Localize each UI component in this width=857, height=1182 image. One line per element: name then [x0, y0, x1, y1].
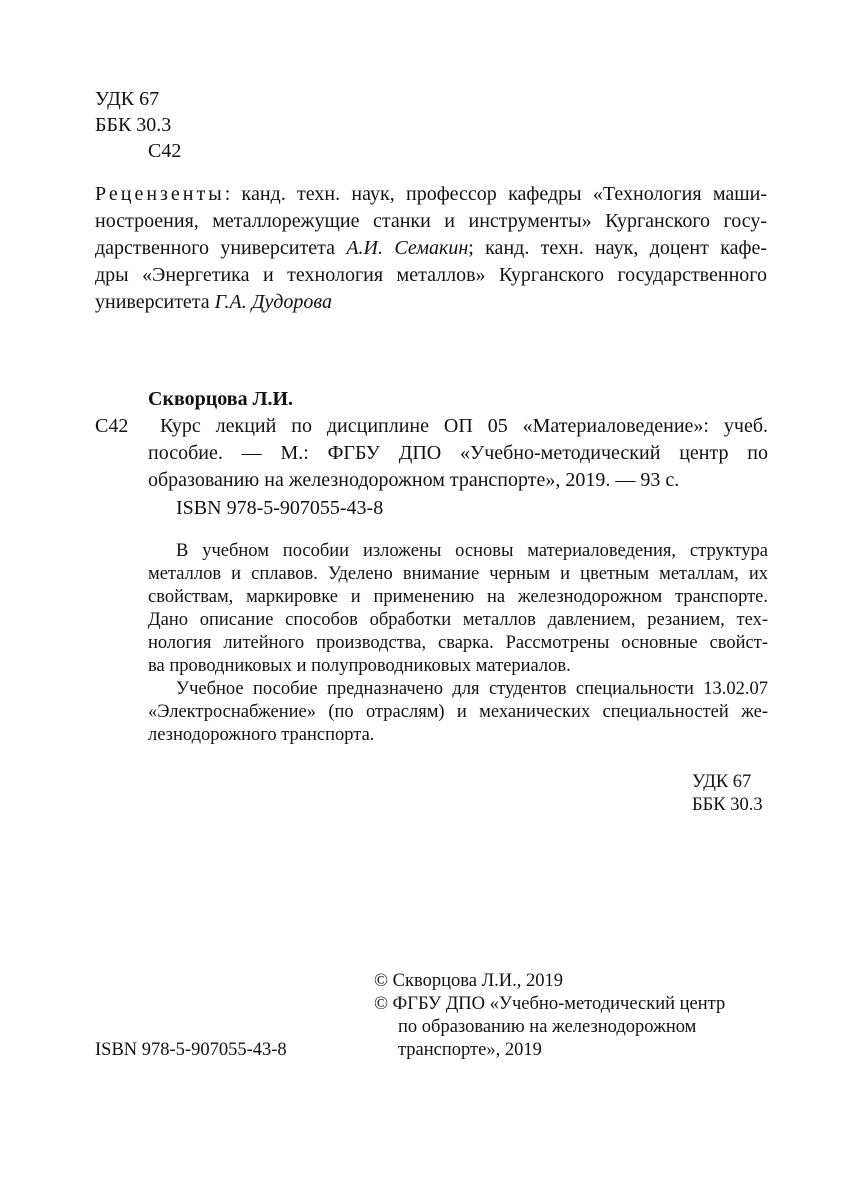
reviewers-line: дарственного университета А.И. Семакин; канд. техн. наук, доцент кафе- [95, 237, 767, 259]
copyright-publisher-line: по образованию на железнодорожном [398, 1017, 697, 1037]
copyright-author: © Скворцова Л.И., 2019 [374, 971, 564, 991]
udk-code: УДК 67 [95, 88, 160, 110]
bottom-isbn: ISBN 978-5-907055-43-8 [95, 1040, 287, 1060]
abstract-line: нология литейного производства, сварка. Рассмотрены основные свойст- [148, 633, 768, 653]
abstract-line: Учебное пособие предназначено для студентов специальности 13.02.07 [176, 679, 768, 699]
record-title-line: образованию на железнодорожном транспорте», 2019. — 93 с. [148, 469, 680, 491]
record-title-line: пособие. — М.: ФГБУ ДПО «Учебно-методический центр по [148, 442, 768, 464]
abstract-line: Дано описание способов обработки металлов давлением, резанием, тех- [148, 610, 768, 630]
record-isbn: ISBN 978-5-907055-43-8 [176, 497, 384, 519]
abstract-line: В учебном пособии изложены основы материаловедения, структура [176, 541, 768, 561]
reviewers-text: : канд. техн. наук, профессор кафедры «Технология маши- [224, 183, 767, 205]
footer-bbk-code: ББК 30.3 [692, 795, 763, 815]
reviewers-line [95, 180, 767, 208]
record-code: С42 [95, 415, 129, 437]
abstract-line: «Электроснабжение» (по отраслям) и механических специальностей же- [148, 702, 768, 722]
footer-udk-code: УДК 67 [692, 772, 752, 792]
reviewer-name: А.И. Семакин [346, 237, 469, 259]
abstract-line: металлов и сплавов. Уделено внимание черным и цветным металлам, их [148, 564, 768, 584]
copyright-publisher: © ФГБУ ДПО «Учебно-методический центр [374, 994, 726, 1014]
copyright-publisher-line: транспорте», 2019 [398, 1040, 542, 1060]
record-title-line: Курс лекций по дисциплине ОП 05 «Материаловедение»: учеб. [160, 415, 768, 437]
author-mark-code: С42 [148, 140, 182, 162]
reviewers-line: ностроения, металлорежущие станки и инструменты» Курганского госу- [95, 210, 767, 232]
abstract-line: ва проводниковых и полупроводниковых материалов. [148, 656, 571, 676]
record-author: Скворцова Л.И. [148, 388, 294, 410]
abstract-line: лезнодорожного транспорта. [148, 725, 375, 745]
bbk-code: ББК 30.3 [95, 114, 172, 136]
abstract-line: свойствам, маркировке и применению на железнодорожном транспорте. [148, 587, 768, 607]
reviewers-line: университета Г.А. Дудорова [95, 291, 332, 313]
reviewers-label: Рецензенты [95, 183, 225, 205]
reviewers-line: дры «Энергетика и технология металлов» Курганского государственного [95, 264, 767, 286]
reviewer-name: Г.А. Дудорова [214, 291, 332, 313]
